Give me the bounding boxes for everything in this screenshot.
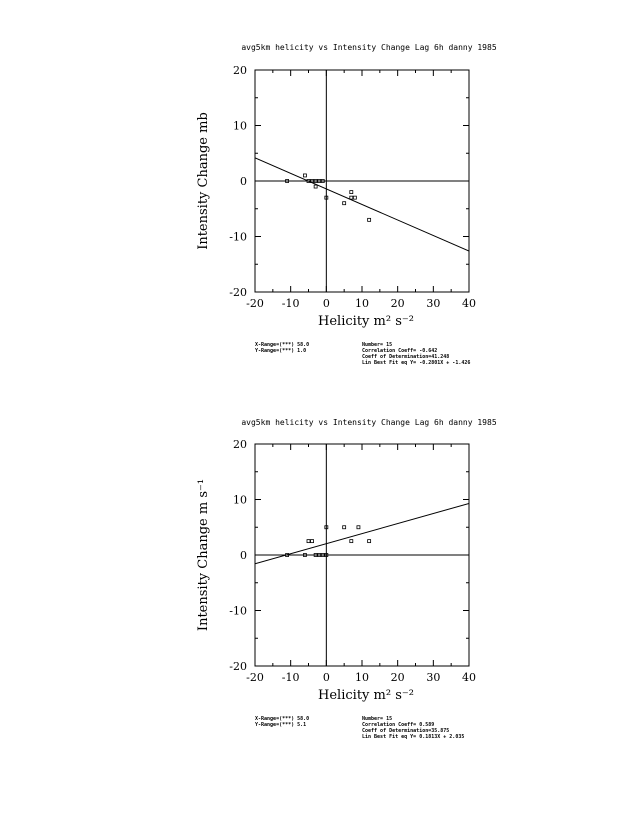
- data-point: [303, 174, 306, 177]
- stats-left-line: X-Range=(***) 58.0: [255, 716, 310, 722]
- stats-right-line: Coeff of Determination=41.248: [362, 354, 450, 360]
- stats-right-line: Lin Best Fit eq Y= 0.1813X + 2.035: [362, 734, 465, 740]
- stats-left-line: Y-Range=(***) 1.0: [255, 348, 307, 354]
- y-tick-label: -10: [229, 230, 247, 244]
- y-tick-label: 0: [240, 175, 247, 188]
- stats-right-line: Number= 15: [362, 716, 393, 722]
- data-point: [307, 540, 310, 543]
- chart-title: avg5km helicity vs Intensity Change Lag 6h danny 1985: [241, 418, 497, 427]
- data-point: [311, 540, 314, 543]
- stats-right-line: Correlation Coeff= -0.642: [362, 348, 438, 354]
- y-tick-label: -10: [229, 604, 247, 618]
- data-point: [350, 196, 353, 199]
- x-tick-label: 20: [390, 297, 405, 310]
- x-axis-label: [318, 314, 414, 329]
- y-tick-label: 20: [233, 438, 247, 451]
- x-tick-label: 10: [355, 671, 369, 684]
- data-point: [350, 540, 353, 543]
- x-tick-label: 30: [426, 671, 441, 684]
- y-tick-label: -20: [229, 660, 247, 673]
- chart-1: [196, 43, 497, 366]
- x-axis-label-units: m² s⁻²: [373, 688, 414, 703]
- stats-left-line: X-Range=(***) 58.0: [255, 342, 310, 348]
- data-point: [343, 202, 346, 205]
- x-tick-label: -20: [246, 671, 264, 684]
- x-tick-label: 10: [355, 297, 369, 310]
- y-tick-label: 20: [233, 64, 247, 77]
- x-axis-label: [318, 688, 414, 703]
- chart-2: [196, 418, 497, 740]
- x-tick-label: 40: [462, 671, 476, 684]
- x-axis-label-name: Helicity: [318, 314, 374, 329]
- x-tick-label: -10: [281, 297, 300, 310]
- data-point: [350, 191, 353, 194]
- data-point: [357, 526, 360, 529]
- chart-title: avg5km helicity vs Intensity Change Lag 6h danny 1985: [241, 43, 497, 52]
- y-tick-label: 10: [233, 119, 247, 133]
- x-tick-label: 0: [322, 671, 330, 684]
- y-tick-label: 10: [233, 493, 247, 507]
- y-tick-label: 0: [240, 549, 247, 562]
- x-axis-label-name: Helicity: [318, 688, 374, 703]
- x-tick-label: 0: [322, 297, 330, 310]
- fit-line: [255, 158, 469, 251]
- data-point: [353, 196, 356, 199]
- x-axis-label-units: m² s⁻²: [373, 314, 414, 329]
- data-point: [368, 218, 371, 221]
- stats-right-line: Coeff of Determination=35.875: [362, 728, 450, 734]
- stats-right-line: Number= 15: [362, 342, 393, 348]
- x-tick-label: 20: [390, 671, 405, 684]
- y-tick-label: -20: [229, 286, 247, 299]
- stats-left-line: Y-Range=(***) 5.1: [255, 722, 307, 728]
- data-point: [314, 185, 317, 188]
- x-tick-label: -20: [246, 297, 264, 310]
- data-point: [368, 540, 371, 543]
- x-tick-label: 30: [426, 297, 441, 310]
- stats-right-line: Lin Best Fit eq Y= -0.2801X + -1.426: [362, 360, 471, 366]
- y-axis-label: Intensity Change m s⁻¹: [196, 478, 211, 632]
- x-tick-label: 40: [462, 297, 476, 310]
- y-axis-label: Intensity Change mb: [196, 112, 211, 250]
- data-point: [343, 526, 346, 529]
- stats-right-line: Correlation Coeff= 0.589: [362, 722, 435, 728]
- x-tick-label: -10: [281, 671, 300, 684]
